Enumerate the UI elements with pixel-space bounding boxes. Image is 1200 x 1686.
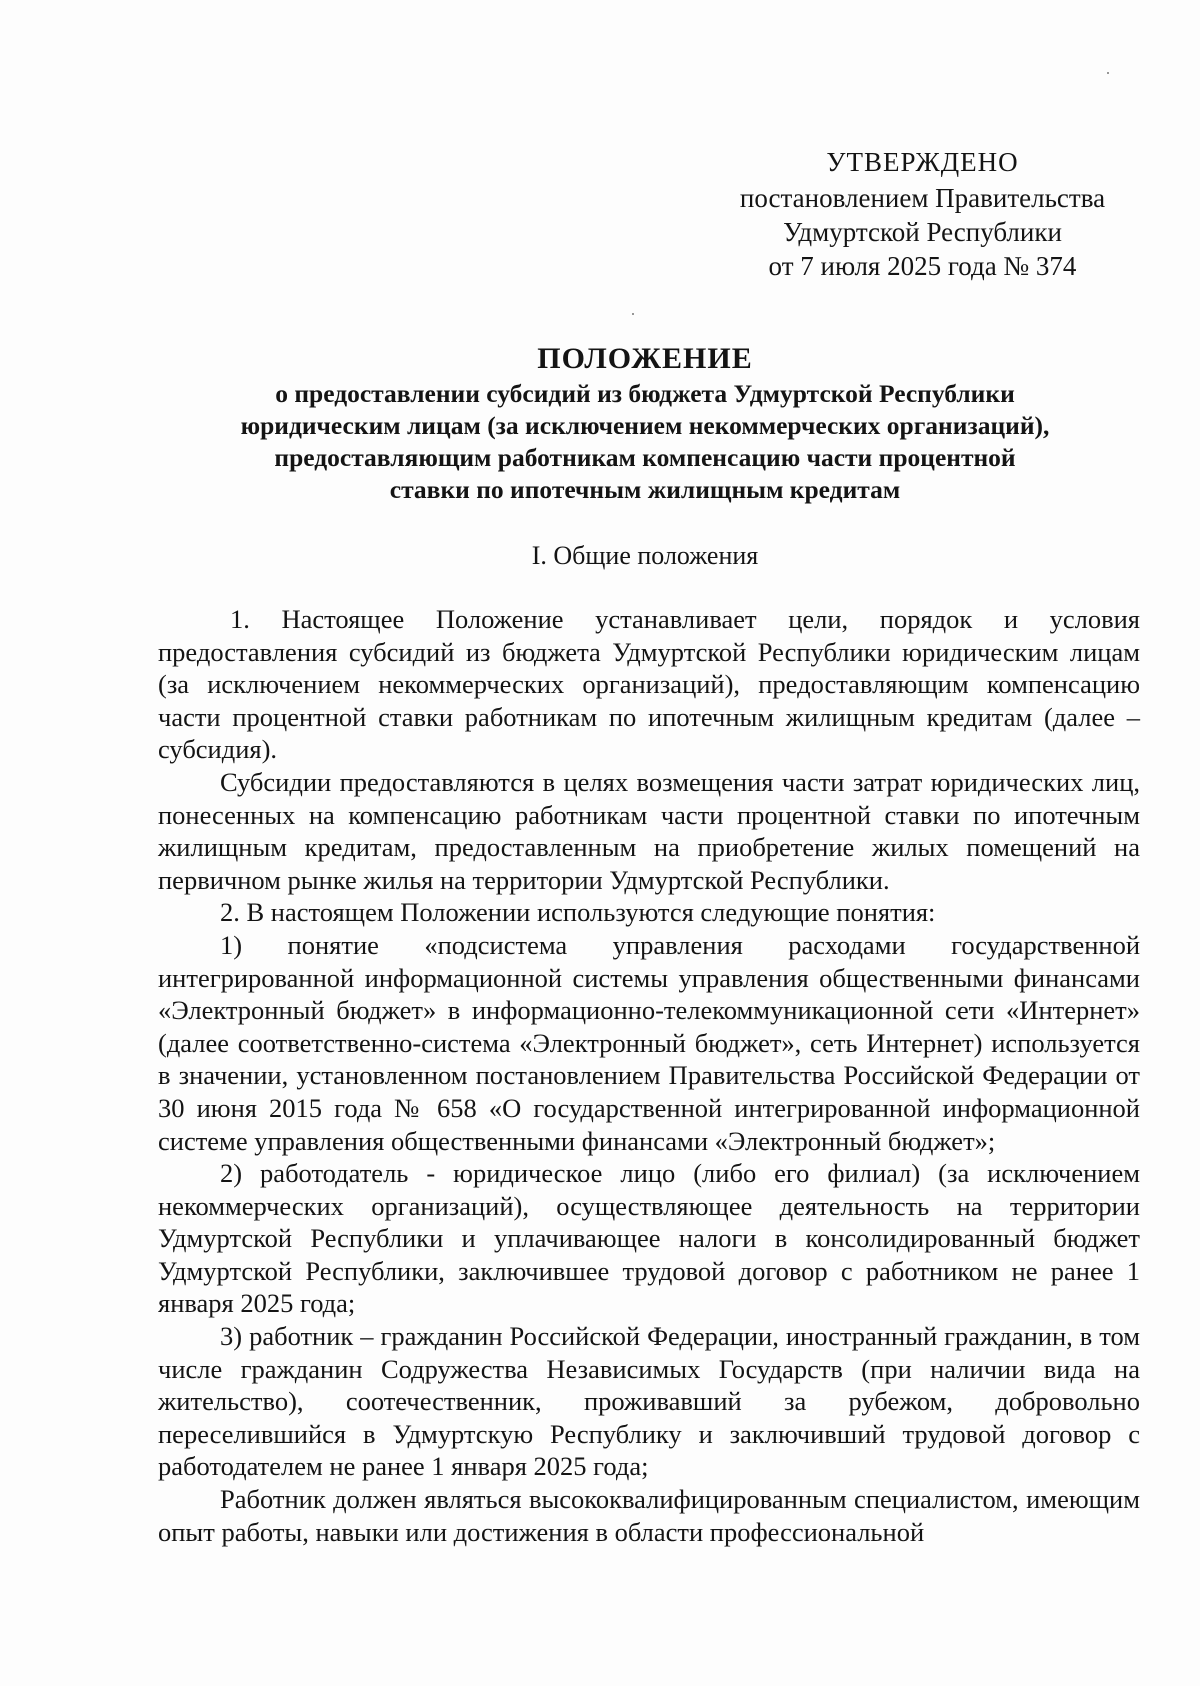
paragraph-5: 2) работодатель - юридическое лицо (либо его филиал) (за исключением некоммерческих организаций), осуществляющее деятельность на территории Удмуртской Республики и уплачивающее налоги в консолидированный бюджет Удмуртской Республики, заключившее трудовой договор с работником не ранее 1 января 2025 года; <box>158 1158 1140 1319</box>
approved-label: УТВЕРЖДЕНО <box>826 147 1019 177</box>
approval-line-2: Удмуртской Республики <box>783 217 1062 247</box>
document-subtitle-line-3: предоставляющим работникам компенсацию части процентной <box>274 443 1016 472</box>
approval-line-1: постановлением Правительства <box>739 183 1106 213</box>
document-subtitle-line-1: о предоставлении субсидий из бюджета Удмуртской Республики <box>275 379 1015 408</box>
document-subtitle-line-4: ставки по ипотечным жилищным кредитам <box>389 475 901 504</box>
approval-stamp <box>700 145 1145 283</box>
paragraph-3: 2. В настоящем Положении используются следующие понятия: <box>220 897 936 928</box>
paragraph-1: 1. Настоящее Положение устанавливает цели, порядок и условия предоставления субсидий из бюджета Удмуртской Республики юридическим лицам (за исключением некоммерческих организаций), предоставляющим компенсацию части процентной ставки работникам по ипотечным жилищным кредитам (далее –субсидия). <box>158 604 1140 765</box>
document-body <box>158 603 1140 1548</box>
document-title-block <box>150 340 1140 506</box>
section-heading: I. Общие положения <box>531 541 759 570</box>
approval-line-3: от 7 июля 2025 года № 374 <box>768 251 1077 281</box>
paragraph-7: Работник должен являться высококвалифицированным специалистом, имеющим опыт работы, навыки или достижения в области профессиональной <box>158 1484 1140 1547</box>
scan-speck <box>632 313 634 315</box>
paragraph-6: 3) работник – гражданин Российской Федерации, иностранный гражданин, в том числе гражданин Содружества Независимых Государств (при наличии вида на жительство), соотечественник, проживавший за рубежом, добровольно переселившийся в Удмуртскую Республику и заключивший трудовой договор с работодателем не ранее 1 января 2025 года; <box>158 1321 1140 1482</box>
paragraph-2: Субсидии предоставляются в целях возмещения части затрат юридических лиц, понесенных на компенсацию работникам части процентной ставки по ипотечным жилищным кредитам, предоставленным на приобретение жилых помещений на первичном рынке жилья на территории Удмуртской Республики. <box>158 766 1140 895</box>
scan-speck <box>1107 72 1109 74</box>
document-subtitle-line-2: юридическим лицам (за исключением некоммерческих организаций), <box>240 411 1050 440</box>
paragraph-4: 1) понятие «подсистема управления расходами государственной интегрированной информационной системы управления общественными финансами «Электронный бюджет» в информационно-телекоммуникационной сети «Интернет» (далее соответственно-система «Электронный бюджет», сеть Интернет) используется в значении, установленном постановлением Правительства Российской Федерации от 30 июня 2015 года № 658 «О государственной интегрированной информационной системе управления общественными финансами «Электронный бюджет»; <box>158 929 1140 1156</box>
document-title: ПОЛОЖЕНИЕ <box>537 342 753 375</box>
